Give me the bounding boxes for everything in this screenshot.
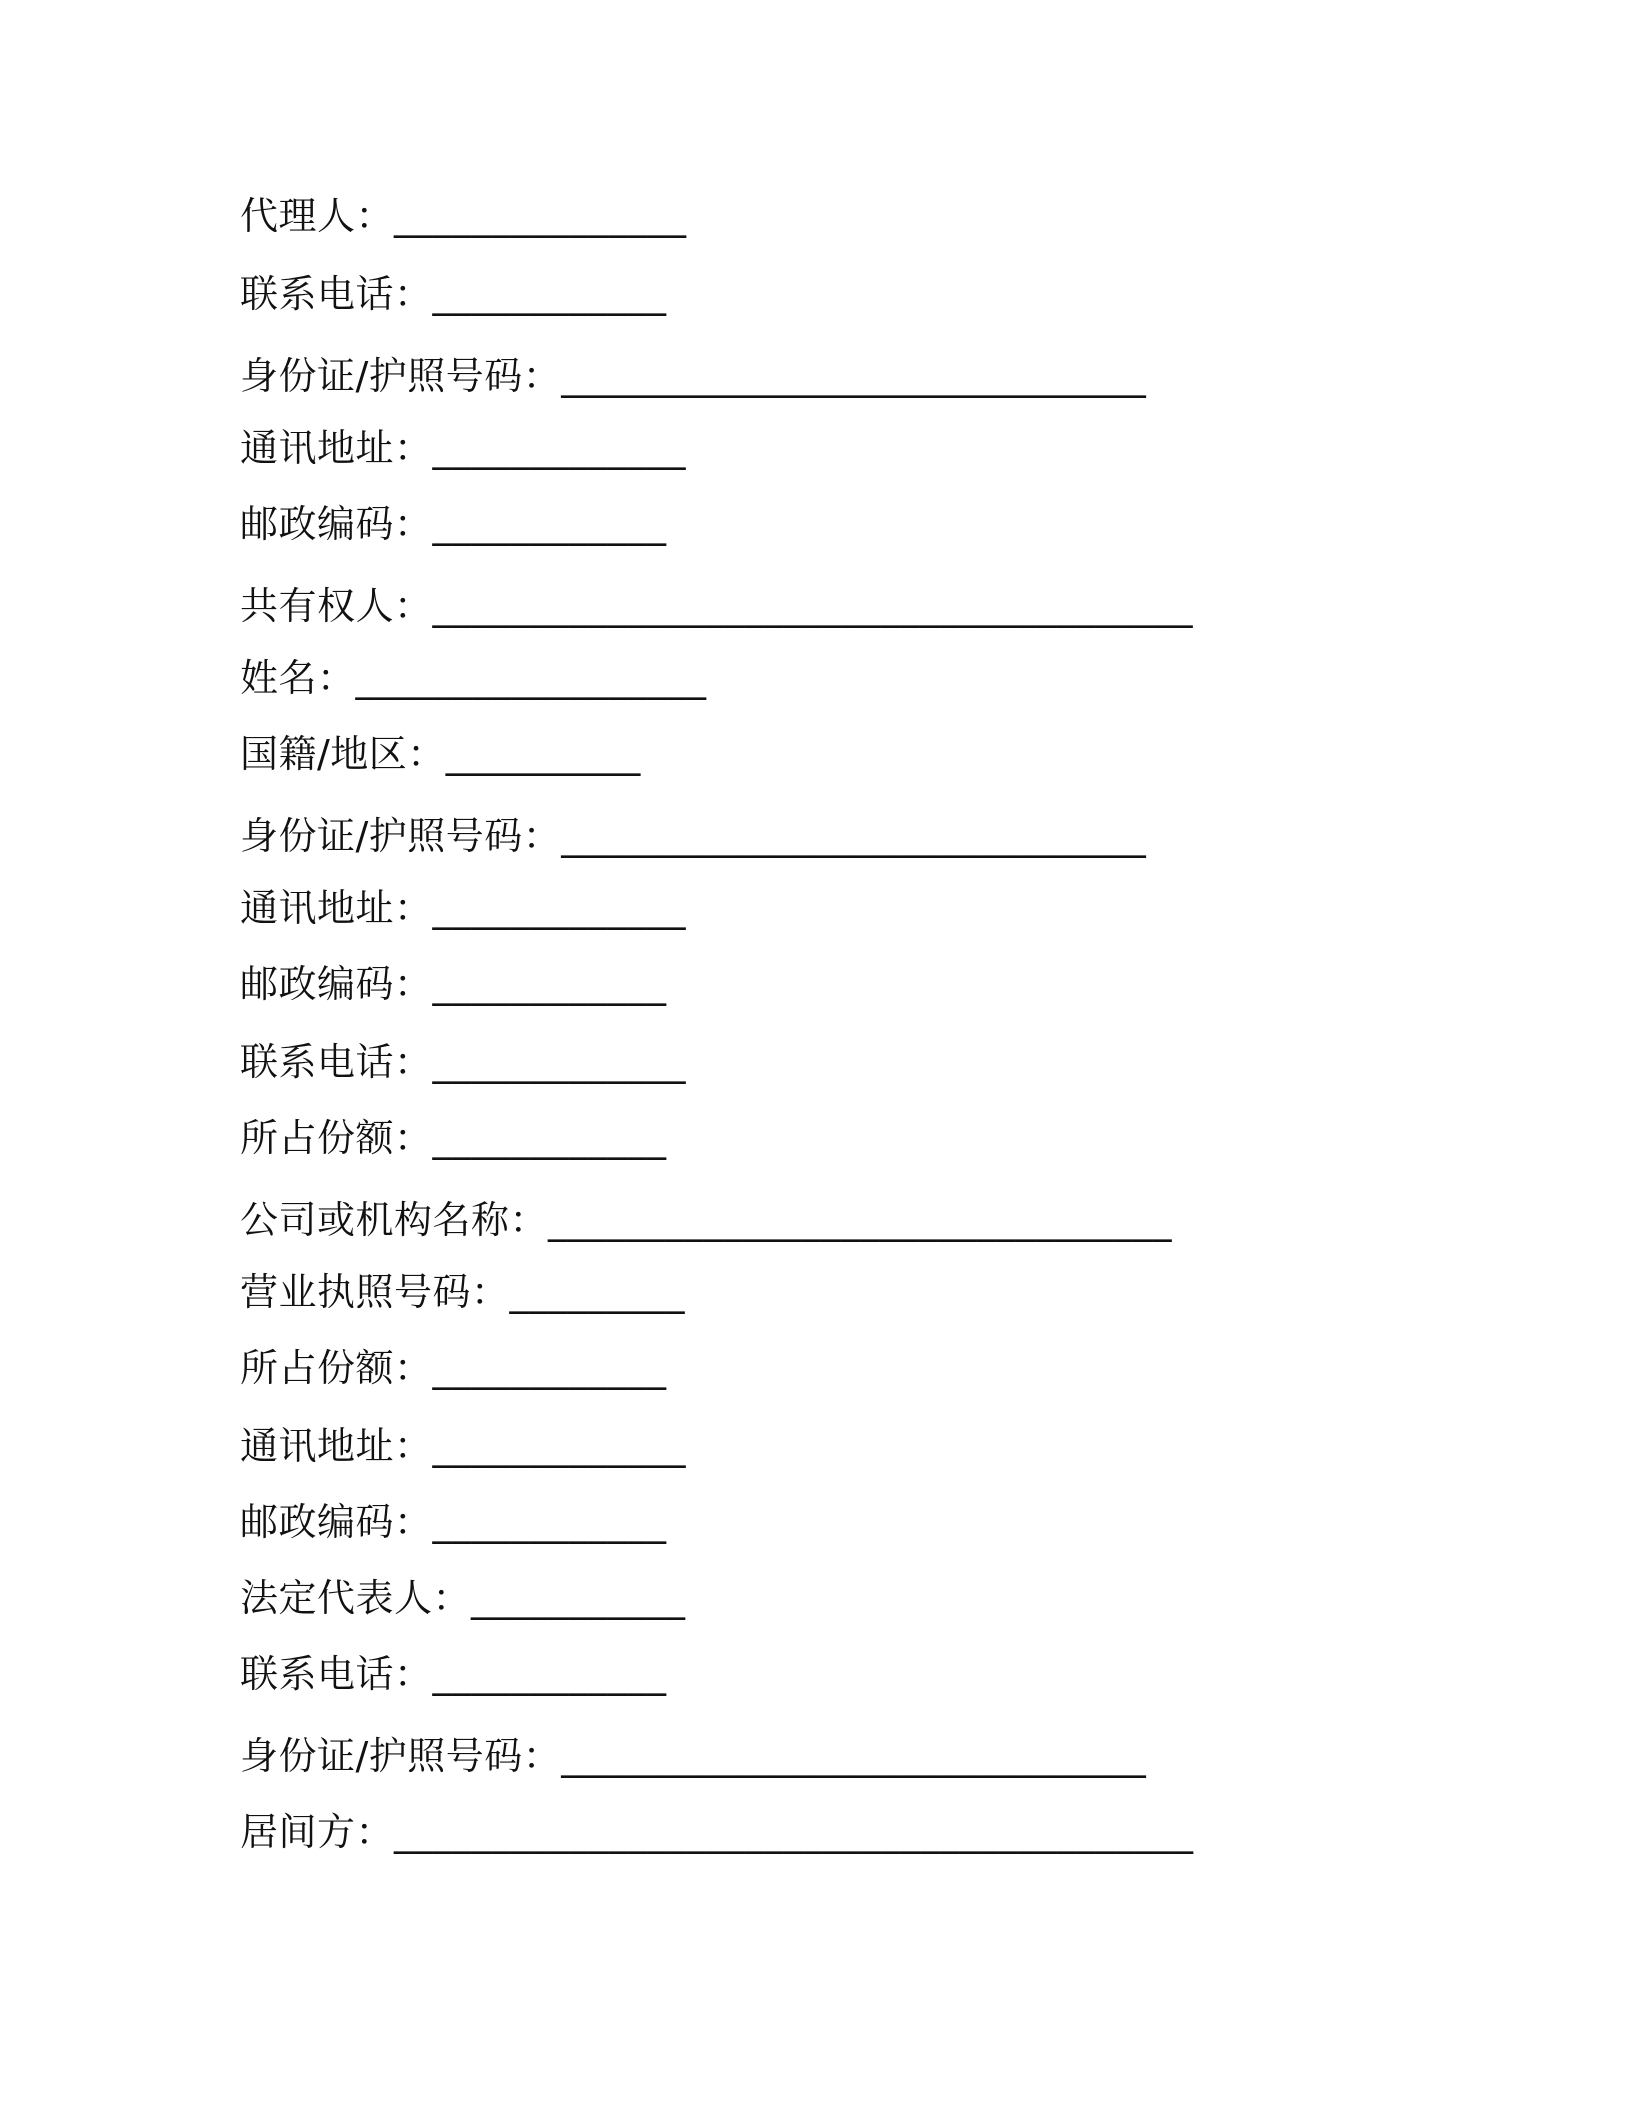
phone-field: 联系电话：_____________ <box>240 1040 687 1084</box>
phone-field: 联系电话：____________ <box>240 272 667 316</box>
postcode-field: 邮政编码：____________ <box>240 1500 667 1544</box>
phone-field: 联系电话：____________ <box>240 1652 667 1696</box>
share-field: 所占份额：____________ <box>240 1116 667 1160</box>
address-field: 通讯地址：_____________ <box>240 426 687 470</box>
address-field: 通讯地址：_____________ <box>240 1424 687 1468</box>
intermediary-field: 居间方：_________________________________________ <box>240 1810 1194 1854</box>
id-passport-field: 身份证/护照号码：______________________________ <box>240 354 1147 398</box>
business-license-field: 营业执照号码：_________ <box>240 1270 686 1314</box>
id-passport-field: 身份证/护照号码：______________________________ <box>240 1734 1147 1778</box>
id-passport-field: 身份证/护照号码：______________________________ <box>240 814 1147 858</box>
name-field: 姓名：__________________ <box>240 656 707 700</box>
address-field: 通讯地址：_____________ <box>240 886 687 930</box>
legal-representative-field: 法定代表人：___________ <box>240 1576 686 1620</box>
postcode-field: 邮政编码：____________ <box>240 962 667 1006</box>
co-owner-field: 共有权人：_______________________________________ <box>240 584 1194 628</box>
agent-field: 代理人：_______________ <box>240 194 687 238</box>
company-name-field: 公司或机构名称：________________________________ <box>240 1198 1173 1242</box>
postcode-field: 邮政编码：____________ <box>240 502 667 546</box>
share-field: 所占份额：____________ <box>240 1346 667 1390</box>
nationality-field: 国籍/地区：__________ <box>240 732 641 776</box>
